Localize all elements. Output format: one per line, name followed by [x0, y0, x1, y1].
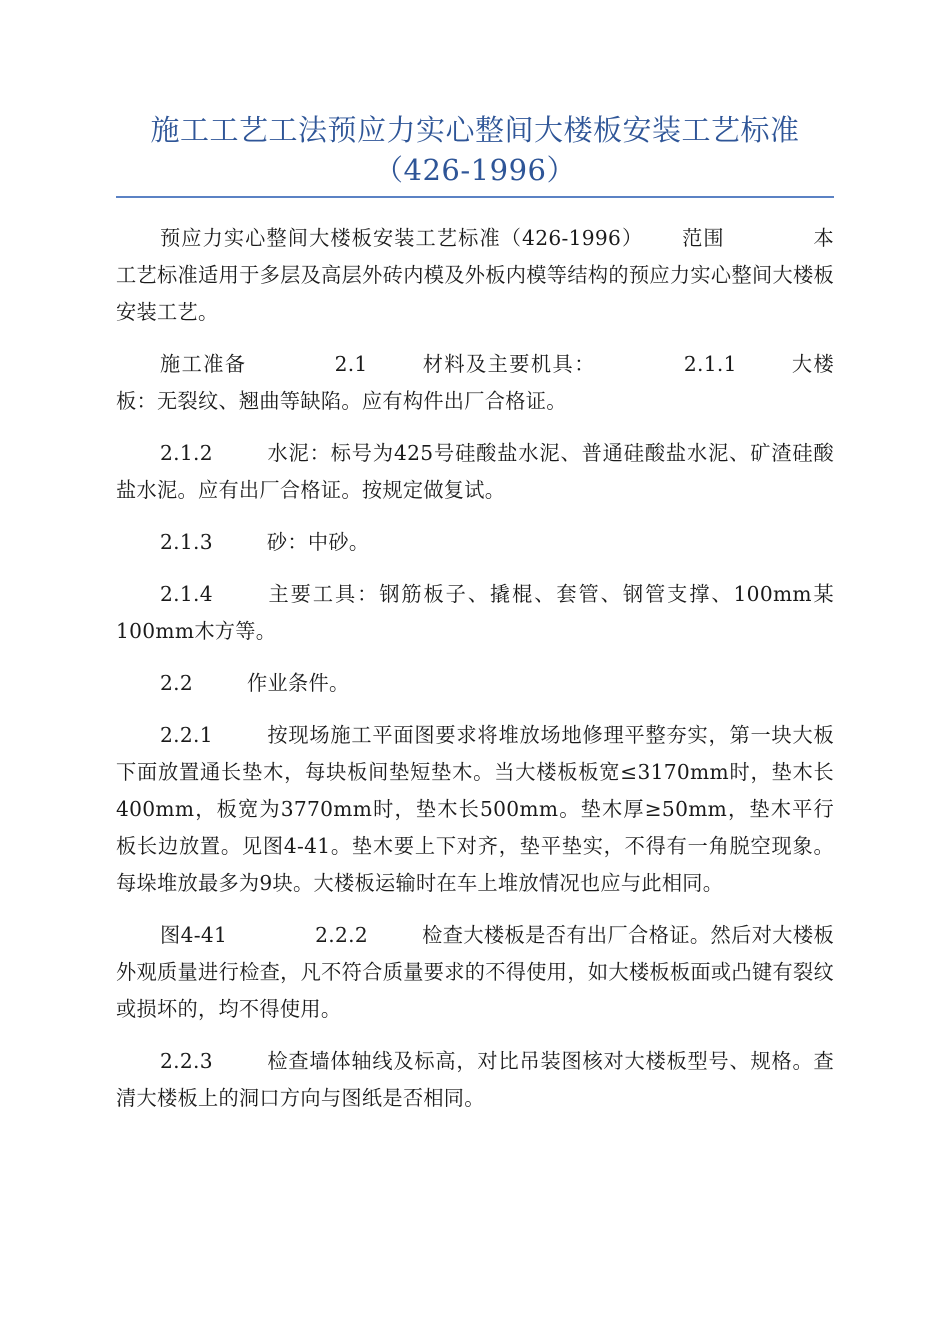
section-heading: 范围 — [681, 226, 725, 250]
paragraph-2-1-4 — [116, 576, 834, 650]
text-segment: 材料及主要机具： — [421, 352, 596, 376]
title-line-2: （426-1996） — [374, 153, 576, 187]
text-segment: 检查大楼板是否有出厂合格证。然后对大楼板外观质量进行检查，凡不符合质量要求的不得使用，如大楼板板面或凸键有裂纹或损坏的，均不得使用。 — [116, 923, 834, 1021]
text-segment: 砂：中砂。 — [266, 530, 370, 554]
section-number: 2.1.3 — [160, 530, 213, 554]
section-number: 2.1 — [334, 352, 368, 376]
section-number: 2.2 — [160, 671, 194, 695]
text-segment: 大楼板：无裂纹、翘曲等缺陷。应有构件出厂合格证。 — [116, 352, 834, 413]
paragraph-2-2 — [116, 665, 834, 702]
section-heading: 施工准备 — [160, 352, 247, 376]
section-number: 2.1.4 — [160, 582, 213, 606]
section-number: 2.2.3 — [160, 1049, 213, 1073]
paragraph-preparation — [116, 346, 834, 420]
document-title — [116, 0, 834, 198]
section-number: 2.1.2 — [160, 441, 213, 465]
title-underline — [116, 196, 834, 198]
paragraph-scope — [116, 220, 834, 331]
paragraph-2-1-3 — [116, 524, 834, 561]
document-page — [116, 0, 834, 1132]
text-segment: 水泥：标号为425号硅酸盐水泥、普通硅酸盐水泥、矿渣硅酸盐水泥。应有出厂合格证。按规定做复试。 — [116, 441, 834, 502]
paragraph-2-2-2 — [116, 917, 834, 1028]
text-segment: 检查墙体轴线及标高，对比吊装图核对大楼板型号、规格。查清大楼板上的洞口方向与图纸是否相同。 — [116, 1049, 834, 1110]
section-number: 2.2.2 — [315, 923, 369, 947]
paragraph-2-2-3 — [116, 1043, 834, 1117]
document-body — [116, 220, 834, 1117]
text-segment: 本工艺标准适用于多层及高层外砖内模及外板内模等结构的预应力实心整间大楼板安装工艺。 — [116, 226, 834, 324]
paragraph-2-2-1 — [116, 717, 834, 902]
section-number: 2.1.1 — [683, 352, 737, 376]
text-segment: 主要工具：钢筋板子、撬棍、套管、钢管支撑、100mm某100mm木方等。 — [116, 582, 834, 643]
text-segment: 作业条件。 — [247, 671, 350, 695]
section-number: 2.2.1 — [160, 723, 213, 747]
text-segment: 按现场施工平面图要求将堆放场地修理平整夯实，第一块大板下面放置通长垫木，每块板间垫短垫木。当大楼板板宽≤3170mm时，垫木长400mm，板宽为3770mm时，垫木长500mm。垫木厚≥50mm，垫木平行板长边放置。见图4-41。垫木要上下对齐，垫平垫实，不得有一角脱空现象。每垛堆放最多为9块。大楼板运输时在车上堆放情况也应与此相同。 — [116, 723, 834, 895]
text-segment: 预应力实心整间大楼板安装工艺标准（426-1996） — [160, 226, 644, 250]
figure-reference: 图4-41 — [160, 923, 228, 947]
paragraph-2-1-2 — [116, 435, 834, 509]
title-line-1: 施工工艺工法预应力实心整间大楼板安装工艺标准 — [150, 113, 800, 147]
